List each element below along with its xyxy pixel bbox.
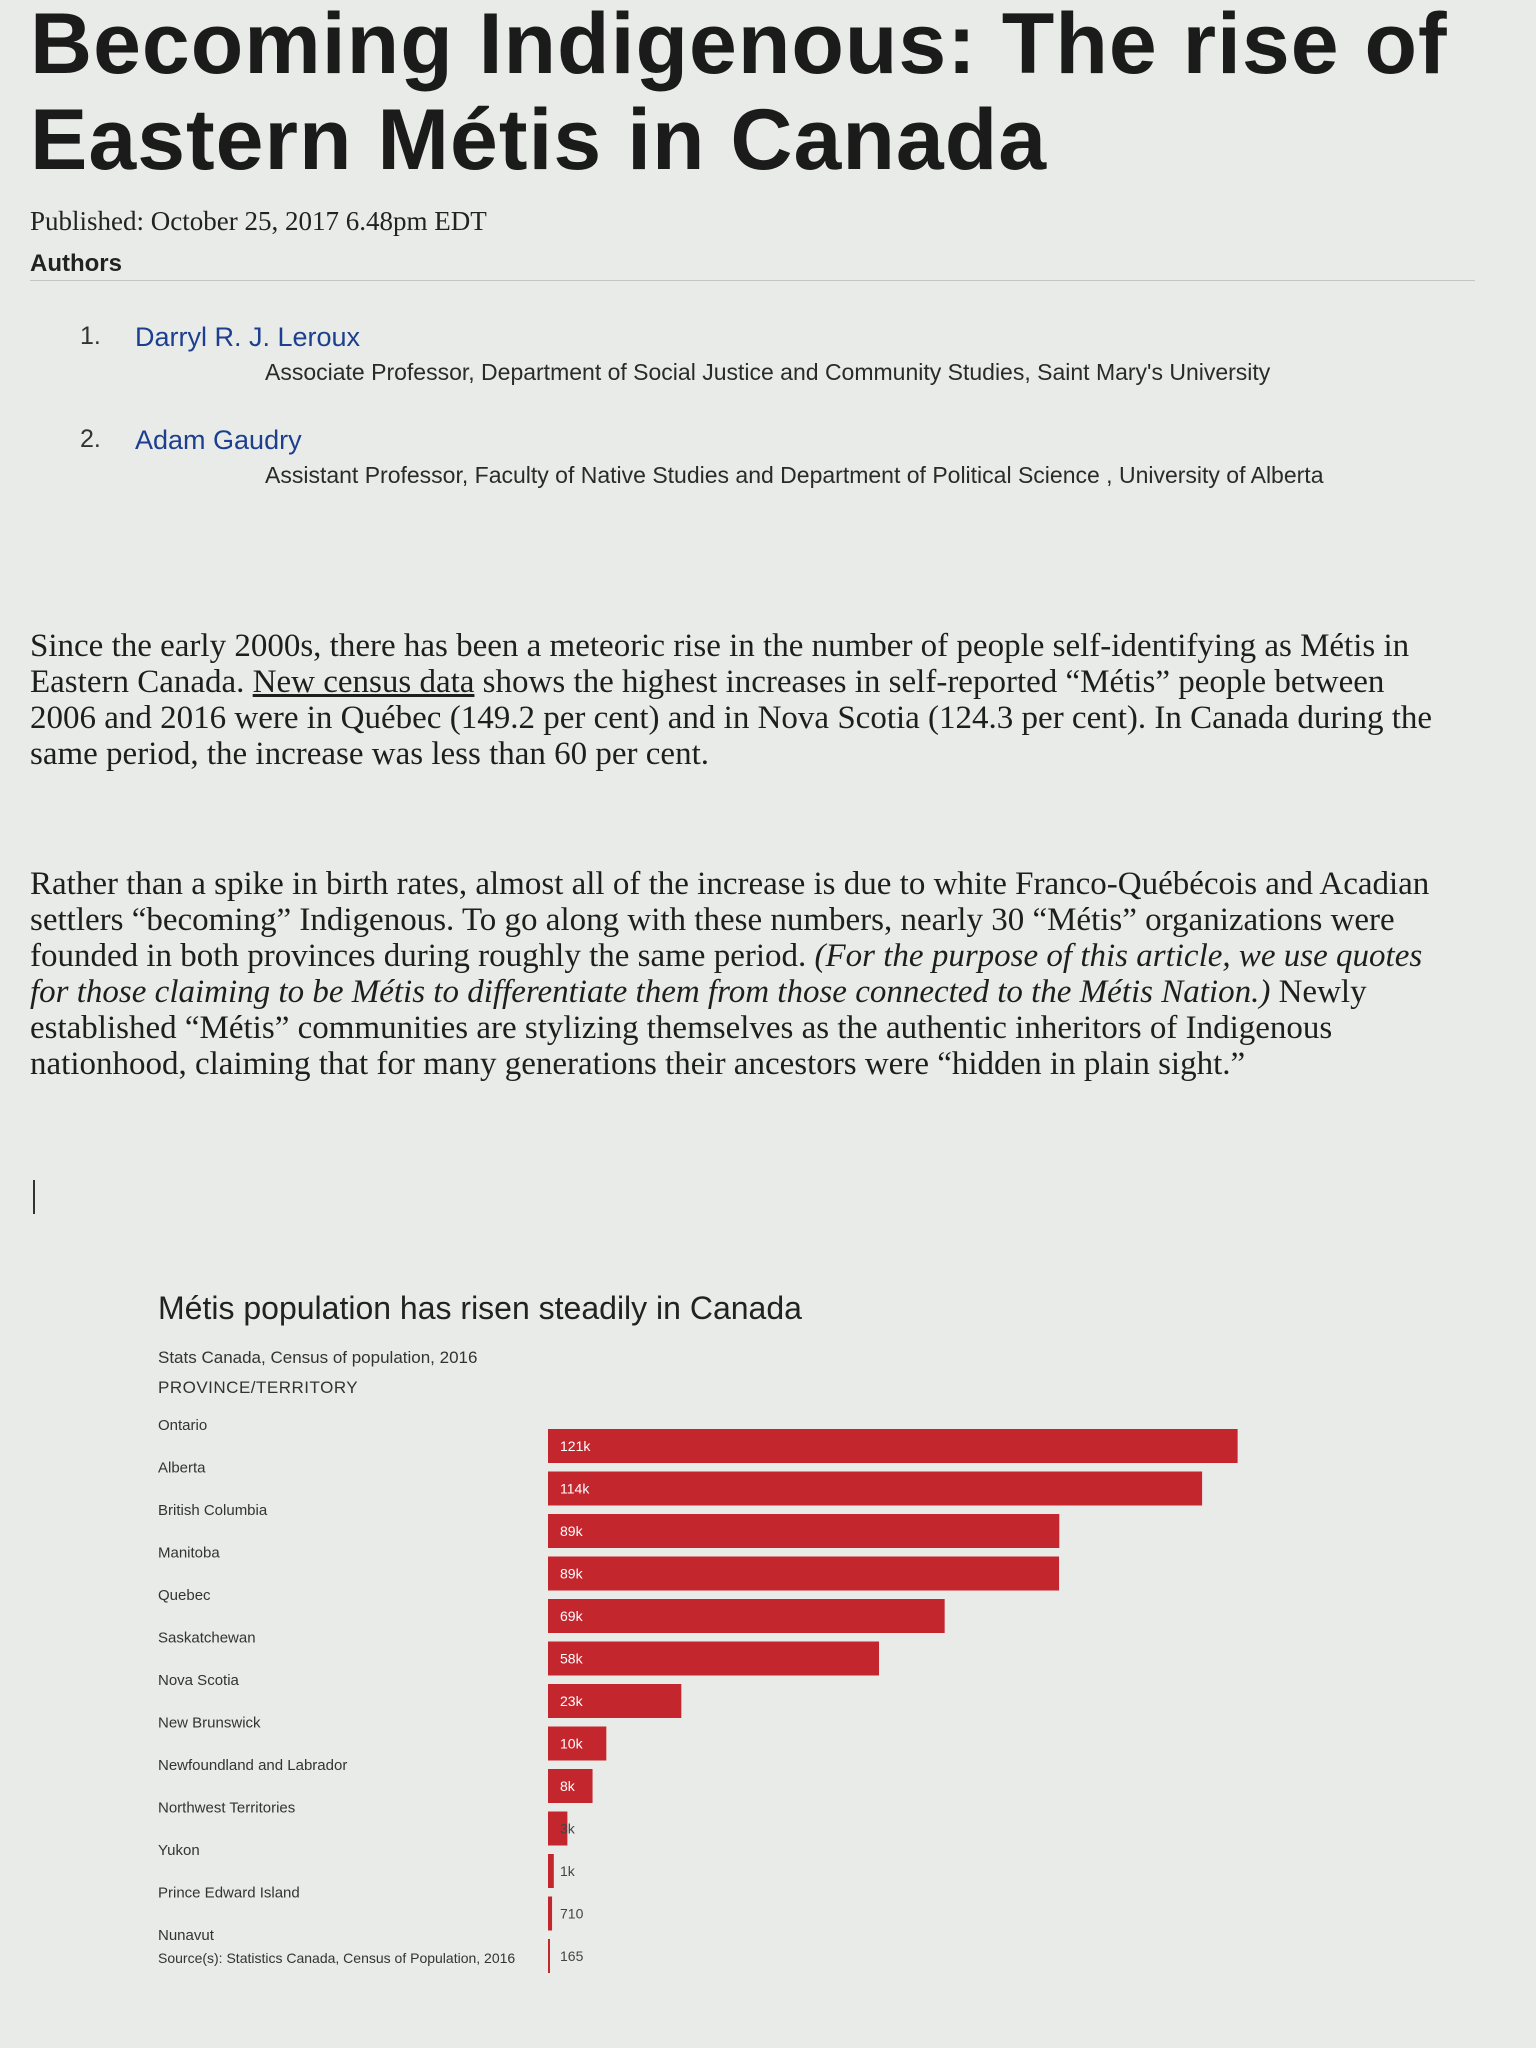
bar bbox=[548, 1642, 879, 1676]
category-label: Saskatchewan bbox=[158, 1629, 256, 1647]
article-title: Becoming Indigenous: The rise of Eastern Métis in Canada bbox=[30, 0, 1448, 188]
bar-value-label: 89k bbox=[560, 1565, 583, 1582]
bar-value-label: 3k bbox=[560, 1820, 575, 1837]
bar-value-label: 8k bbox=[560, 1778, 575, 1794]
paragraph-text: shows the highest increases in self-reported “Métis” people between 2006 and 2016 were in Québec (149.2 per cent) and in Nova Scotia (124.3 per cent). In Canada during the same period, the increase was less than 60 per cent. bbox=[30, 664, 1433, 772]
bar-value-label: 69k bbox=[560, 1608, 583, 1624]
bar bbox=[548, 1557, 1059, 1591]
bar-value-label: 165 bbox=[560, 1948, 584, 1964]
category-label: Ontario bbox=[158, 1417, 208, 1434]
author-name-link[interactable]: Adam Gaudry bbox=[135, 425, 302, 455]
category-label: New Brunswick bbox=[158, 1714, 261, 1732]
category-label: Alberta bbox=[158, 1459, 206, 1477]
category-label: Northwest Territories bbox=[158, 1799, 296, 1817]
authors-heading: Authors bbox=[30, 250, 122, 277]
bar bbox=[548, 1599, 945, 1633]
bar-value-label: 23k bbox=[560, 1693, 583, 1709]
paragraph-text: Since the early 2000s, there has been a meteoric rise in the number of people self-identifying as Métis in Eastern Canada. bbox=[30, 628, 1410, 700]
census-data-link[interactable]: New census data bbox=[252, 664, 475, 700]
paragraph-text: Newly established “Métis” communities are stylizing themselves as the authentic inheritors of Indigenous nationhood, claiming that for many generations their ancestors were “hidden in plain sight.” bbox=[30, 974, 1367, 1082]
paragraph-text: Rather than a spike in birth rates, almost all of the increase is due to white Franco-Québécois and Acadian settlers “becoming” Indigenous. To go along with these numbers, nearly 30 “Métis” organizations were founded in both provinces during roughly the same period. bbox=[30, 866, 1430, 974]
category-label: Manitoba bbox=[158, 1544, 220, 1562]
category-label: Quebec bbox=[158, 1587, 211, 1604]
category-label: Prince Edward Island bbox=[158, 1884, 300, 1902]
author-number: 1. bbox=[80, 322, 101, 350]
bar-value-label: 58k bbox=[560, 1650, 583, 1667]
category-label: Nova Scotia bbox=[158, 1672, 239, 1689]
bar-value-label: 89k bbox=[560, 1523, 583, 1539]
bar-value-label: 10k bbox=[560, 1735, 583, 1752]
bar bbox=[548, 1897, 552, 1931]
chart-axis-header: PROVINCE/TERRITORY bbox=[158, 1378, 359, 1397]
bar bbox=[548, 1429, 1238, 1463]
category-label: Newfoundland and Labrador bbox=[158, 1757, 348, 1774]
chart-subtitle: Stats Canada, Census of population, 2016 bbox=[158, 1348, 478, 1367]
category-label: British Columbia bbox=[158, 1502, 268, 1519]
category-label: Yukon bbox=[158, 1842, 200, 1859]
bar-value-label: 114k bbox=[560, 1480, 590, 1497]
author-name-link[interactable]: Darryl R. J. Leroux bbox=[135, 322, 361, 352]
bar bbox=[548, 1472, 1202, 1506]
author-number: 2. bbox=[80, 425, 101, 453]
chart-title: Métis population has risen steadily in Canada bbox=[158, 1290, 802, 1326]
author-role: Associate Professor, Department of Social Justice and Community Studies, Saint Mary's University bbox=[265, 359, 1271, 385]
category-label: Nunavut bbox=[158, 1927, 214, 1944]
bar-value-label: 121k bbox=[560, 1438, 591, 1454]
author-role: Assistant Professor, Faculty of Native Studies and Department of Political Science , University of Alberta bbox=[265, 462, 1324, 488]
chart-source: Source(s): Statistics Canada, Census of Population, 2016 bbox=[158, 1950, 516, 1966]
bar bbox=[548, 1854, 554, 1888]
bar-value-label: 1k bbox=[560, 1863, 575, 1879]
published-date: Published: October 25, 2017 6.48pm EDT bbox=[30, 206, 487, 236]
bar-value-label: 710 bbox=[560, 1905, 584, 1922]
bar bbox=[548, 1514, 1059, 1548]
paragraph-italic-note: (For the purpose of this article, we use quotes for those claiming to be Métis to differentiate them from those connected to the Métis Nation.) bbox=[30, 938, 1423, 1010]
